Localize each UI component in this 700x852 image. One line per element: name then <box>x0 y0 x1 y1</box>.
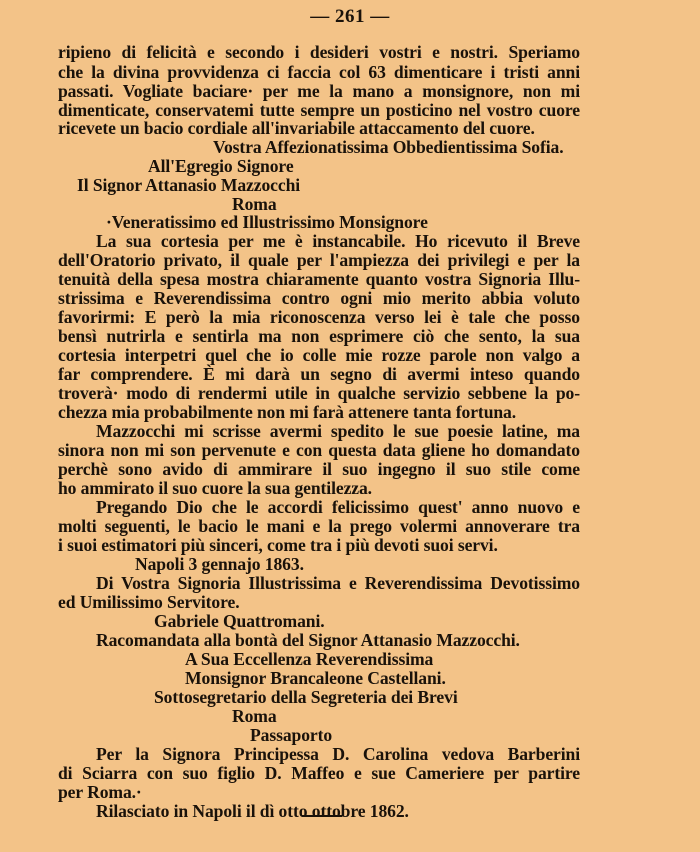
text-line: bensì nutrirla e sentirla ma non esprimere ciò che sento, la sua <box>58 326 580 346</box>
address-line: All'Egregio Signore <box>148 156 294 176</box>
text-line: molti seguenti, le bacio le mani e la prego volermi annoverare tra <box>58 516 580 536</box>
text-line: Mazzocchi mi scrisse avermi spedito le sue poesie latine, ma <box>96 421 580 441</box>
text-line: Di Vostra Signoria Illustrissima e Reverendissima Devotissimo <box>96 573 580 593</box>
text-line: per Roma.· <box>58 782 142 802</box>
salutation-line: ·Veneratissimo ed Illustrissimo Monsignore <box>106 212 428 232</box>
text-line: cortesia interpetri quel che io colle mie rozze parole non valgo a <box>58 345 580 365</box>
text-line: dell'Oratorio privato, il quale per l'ampiezza dei privilegi e per la <box>58 250 580 270</box>
text-line: chezza mia probabilmente non mi farà attenere tanta fortuna. <box>58 402 517 422</box>
text-line: Rilasciato in Napoli il dì otto ottobre 1862. <box>96 801 409 821</box>
address-line: Roma <box>232 194 277 214</box>
text-line: favorirmi: E però la mia riconoscenza verso lei è tale che posso <box>58 307 580 327</box>
address-line: Monsignor Brancaleone Castellani. <box>185 668 446 688</box>
text-line: i suoi estimatori più sinceri, come tra i più devoti suoi servi. <box>58 535 498 555</box>
text-line: ripieno di felicità e secondo i desideri vostri e nostri. Speriamo <box>58 42 580 62</box>
text-line: ricevete un bacio cordiale all'invariabile attaccamento del cuore. <box>58 118 535 138</box>
text-line: perchè sono avido di ammirare il suo ingegno il suo stile come <box>58 459 580 479</box>
text-line: ho ammirato il suo cuore la sua gentilezza. <box>58 478 372 498</box>
signature-line: Gabriele Quattromani. <box>154 611 325 631</box>
page-number: — 261 — <box>310 6 390 27</box>
text-line: sinora non mi son pervenute e con questa data gliene ho domandato <box>58 440 580 460</box>
heading-line: Passaporto <box>250 725 333 745</box>
text-line: far comprendere. È mi darà un segno di avermi inteso quando <box>58 364 580 384</box>
text-line: passati. Vogliate baciare· per me la mano a monsignore, non mi <box>58 81 580 101</box>
text-line: Per la Signora Principessa D. Carolina vedova Barberini <box>96 744 580 764</box>
address-line: Sottosegretario della Segreteria dei Brevi <box>154 687 458 707</box>
text-line: tenuità della spesa mostra chiaramente quanto vostra Signoria Illu- <box>58 269 580 289</box>
text-line: dimenticate, conservatemi tutte sempre un posticino nel vostro cuore <box>58 100 580 120</box>
text-line: Pregando Dio che le accordi felicissimo quest' anno nuovo e <box>96 497 580 517</box>
text-line: strissima e Reverendissima contro ogni mio merito abbia voluto <box>58 288 580 308</box>
address-line: Il Signor Attanasio Mazzocchi <box>77 175 301 195</box>
text-line: La sua cortesia per me è instancabile. Ho ricevuto il Breve <box>96 231 580 251</box>
text-line: troverà· modo di rendermi utile in qualche servizio sebbene la po- <box>58 383 580 403</box>
text-line: Racomandata alla bontà del Signor Attanasio Mazzocchi. <box>96 630 520 650</box>
text-line: che la divina provvidenza ci faccia col 63 dimenticare i tristi anni <box>58 62 580 82</box>
date-line: Napoli 3 gennajo 1863. <box>135 554 304 574</box>
address-line: Roma <box>232 706 277 726</box>
text-line: di Sciarra con suo figlio D. Maffeo e sue Cameriere per partire <box>58 763 580 783</box>
address-line: A Sua Eccellenza Reverendissima <box>185 649 434 669</box>
closing-rule <box>302 815 342 817</box>
signature-line: Vostra Affezionatissima Obbedientissima Sofia. <box>213 137 564 157</box>
text-line: ed Umilissimo Servitore. <box>58 592 240 612</box>
